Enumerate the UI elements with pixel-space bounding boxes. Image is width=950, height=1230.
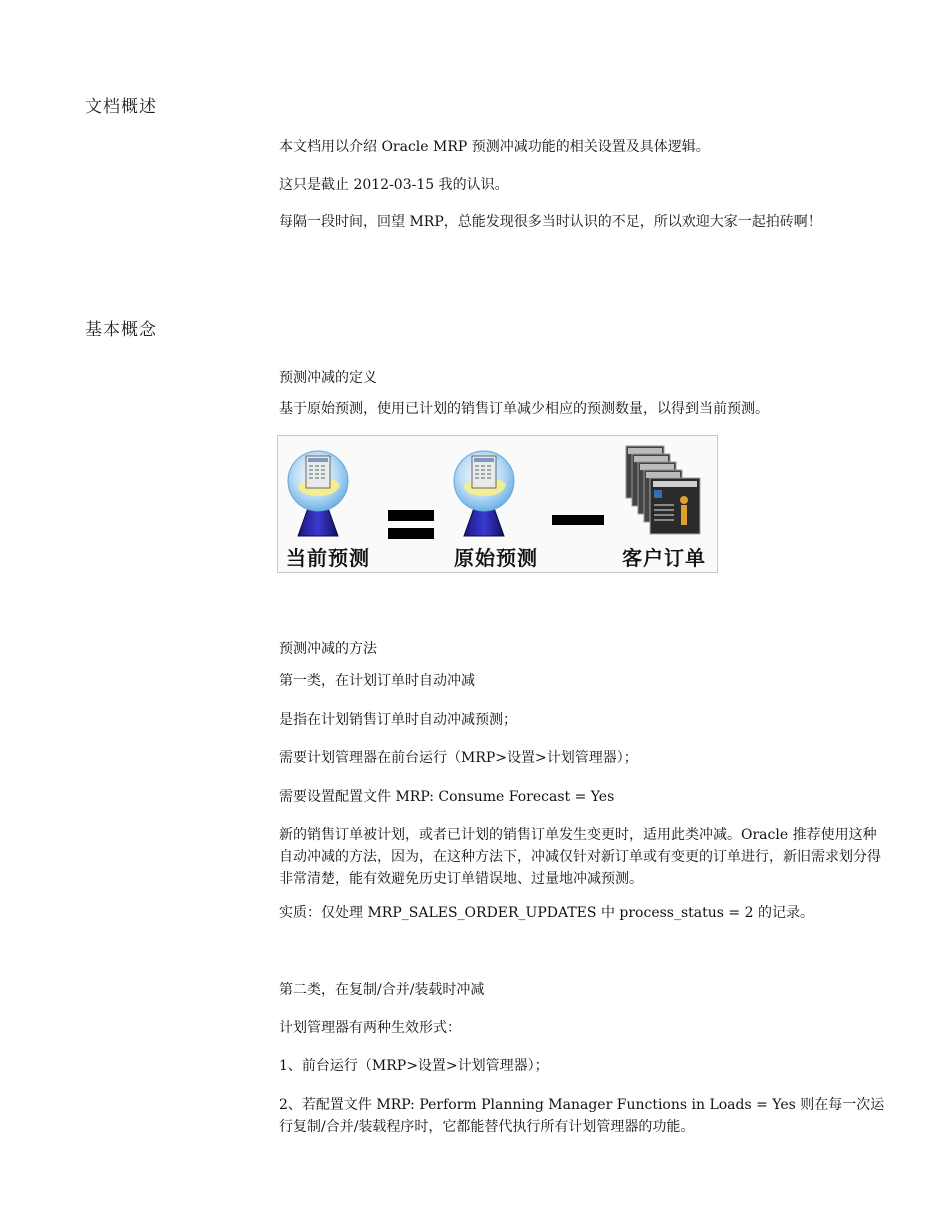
overview-paragraph-1: 本文档用以介绍 Oracle MRP 预测冲减功能的相关设置及具体逻辑。 (279, 139, 710, 155)
minus-icon (552, 515, 604, 525)
customer-orders-icon (626, 446, 700, 534)
forecast-consumption-figure (277, 435, 718, 573)
definition-title: 预测冲减的定义 (279, 370, 377, 386)
overview-paragraph-2: 这只是截止 2012-03-15 我的认识。 (279, 177, 509, 193)
methods-title: 预测冲减的方法 (279, 641, 377, 657)
type2-paragraph-1: 计划管理器有两种生效形式： (279, 1020, 461, 1036)
type2-paragraph-2: 1、前台运行（MRP>设置>计划管理器）； (279, 1058, 549, 1074)
equals-icon (388, 510, 434, 539)
type2-title: 第二类，在复制/合并/装载时冲减 (279, 982, 485, 998)
definition-text: 基于原始预测，使用已计划的销售订单减少相应的预测数量，以得到当前预测。 (279, 401, 769, 417)
section-title-basics: 基本概念 (85, 320, 157, 340)
type1-paragraph-2: 需要计划管理器在前台运行（MRP>设置>计划管理器）； (279, 750, 638, 766)
figure-label-orders: 客户订单 (622, 546, 706, 570)
type1-paragraph-3: 需要设置配置文件 MRP: Consume Forecast = Yes (279, 789, 615, 805)
overview-paragraph-3: 每隔一段时间，回望 MRP，总能发现很多当时认识的不足，所以欢迎大家一起拍砖啊！ (279, 214, 822, 230)
globe-current-icon (288, 451, 348, 536)
figure-label-original: 原始预测 (454, 546, 538, 570)
type1-paragraph-4: 新的销售订单被计划，或者已计划的销售订单发生变更时，适用此类冲减。Oracle 推荐使用这种自动冲减的方法，因为，在这种方法下，冲减仅针对新订单或有变更的订单进行，新旧需求划分得非常清楚，能有效避免历史订单错误地、过量地冲减预测。 (279, 827, 881, 887)
type2-paragraph-3: 2、若配置文件 MRP: Perform Planning Manager Functions in Loads = Yes 则在每一次运行复制/合并/装载程序时，它都能替代执行所有计划管理器的功能。 (279, 1097, 885, 1135)
figure-label-current: 当前预测 (286, 546, 370, 570)
globe-original-icon (454, 451, 514, 536)
type1-paragraph-1: 是指在计划销售订单时自动冲减预测； (279, 712, 517, 728)
type1-title: 第一类，在计划订单时自动冲减 (279, 673, 475, 689)
section-title-overview: 文档概述 (85, 97, 157, 117)
type1-paragraph-5: 实质：仅处理 MRP_SALES_ORDER_UPDATES 中 process_status = 2 的记录。 (279, 905, 814, 921)
